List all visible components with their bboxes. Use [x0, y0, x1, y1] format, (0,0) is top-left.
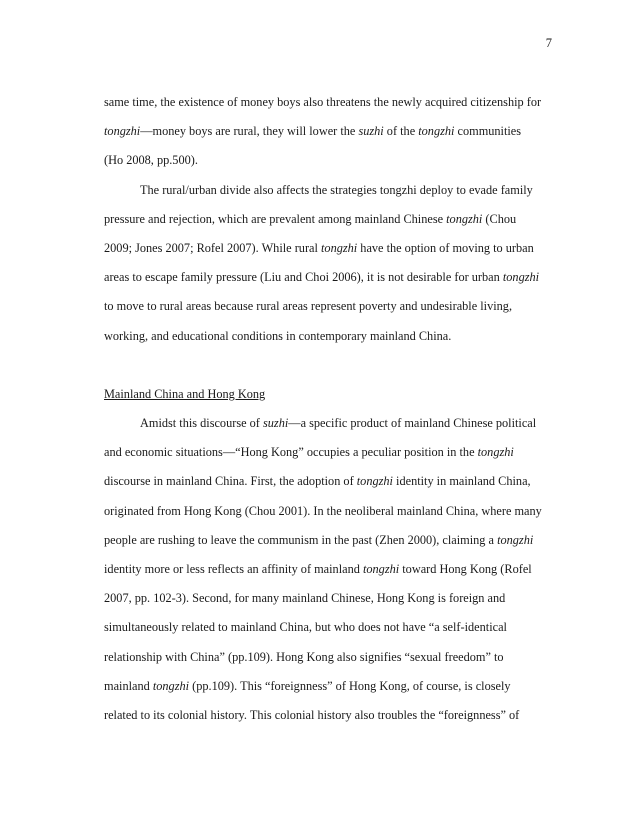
text-line: simultaneously related to mainland China, but who does not have “a self-identical — [104, 620, 507, 635]
text-line — [104, 442, 554, 471]
text-run: (Chou — [482, 211, 517, 226]
italic-term: tongzhi — [497, 532, 534, 547]
page-number: 7 — [545, 36, 552, 50]
text-run: communities — [454, 124, 522, 139]
text-run: 2009; Jones 2007; Rofel 2007). While rural — [104, 240, 321, 255]
text-run: identity more or less reflects an affinity of mainland — [104, 562, 363, 576]
text-line — [104, 238, 554, 267]
section-heading: Mainland China and Hong Kong — [104, 386, 266, 401]
text-run: people are rushing to leave the communism in the past (Zhen 2000), claiming a — [104, 532, 498, 547]
text-line: to move to rural areas because rural areas represent poverty and undesirable living, — [104, 299, 513, 314]
italic-term: tongzhi — [502, 270, 540, 285]
text-line: same time, the existence of money boys also threatens the newly acquired citizenship for — [104, 95, 542, 109]
italic-term: suzhi — [262, 416, 289, 431]
text-line: The rural/urban divide also affects the strategies tongzhi deploy to evade family — [140, 182, 533, 197]
text-run: (pp.109). This “foreignness” of Hong Kong, of course, is closely — [189, 678, 511, 693]
italic-term: tongzhi — [446, 211, 483, 226]
text-line — [104, 676, 554, 705]
text-run: —a specific product of mainland Chinese political — [288, 416, 537, 431]
text-run: and economic situations—“Hong Kong” occupies a peculiar position in the — [104, 445, 478, 460]
text-run: identity in mainland China, — [392, 474, 531, 489]
document-body — [104, 92, 554, 734]
paragraph-2 — [104, 180, 554, 355]
text-line: related to its colonial history. This colonial history also troubles the “foreignness” of — [104, 707, 520, 722]
text-run: mainland — [104, 678, 153, 693]
italic-term: tongzhi — [321, 240, 358, 255]
text-run: pressure and rejection, which are prevalent among mainland Chinese — [104, 211, 447, 226]
text-line: originated from Hong Kong (Chou 2001). In the neoliberal mainland China, where many — [104, 503, 542, 518]
text-line: working, and educational conditions in contemporary mainland China. — [104, 328, 452, 343]
text-run: —money boys are rural, they will lower the — [140, 124, 359, 139]
text-line — [104, 413, 554, 442]
text-line — [104, 209, 554, 238]
text-run: discourse in mainland China. First, the adoption of — [104, 474, 357, 489]
text-line: 2007, pp. 102-3). Second, for many mainland Chinese, Hong Kong is foreign and — [104, 591, 506, 606]
paragraph-3 — [104, 413, 554, 734]
text-line — [104, 121, 554, 150]
text-run: of the — [383, 124, 419, 139]
italic-term: tongzhi — [477, 445, 514, 460]
text-line: (Ho 2008, pp.500). — [104, 153, 198, 168]
italic-term: tongzhi — [418, 124, 455, 139]
text-line: relationship with China” (pp.109). Hong Kong also signifies “sexual freedom” to — [104, 649, 504, 664]
text-line — [104, 471, 554, 500]
italic-term: suzhi — [358, 124, 384, 139]
italic-term: tongzhi — [104, 124, 141, 139]
text-line — [104, 530, 554, 559]
text-run: have the option of moving to urban — [357, 240, 534, 255]
italic-term: tongzhi — [362, 562, 400, 576]
text-run: toward Hong Kong (Rofel — [399, 562, 532, 576]
text-run: Amidst this discourse of — [140, 416, 263, 431]
text-line — [104, 559, 554, 588]
italic-term: tongzhi — [152, 678, 190, 693]
italic-term: tongzhi — [356, 474, 393, 489]
paragraph-1 — [104, 92, 554, 180]
text-line — [104, 267, 554, 296]
text-run: areas to escape family pressure (Liu and Choi 2006), it is not desirable for urban — [104, 270, 503, 285]
